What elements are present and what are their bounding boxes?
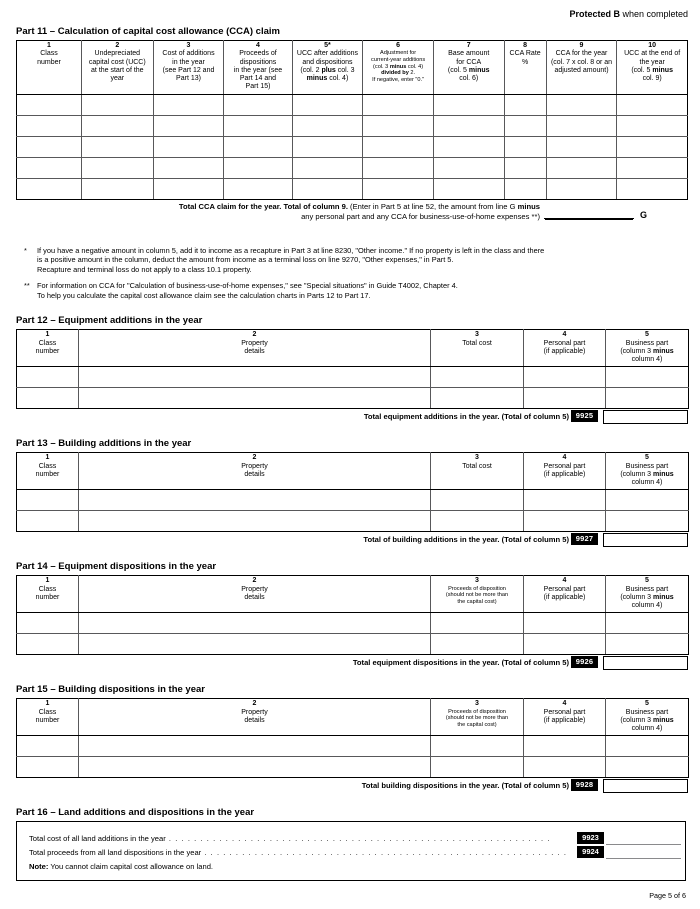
column-header-4: 4 Personal part (if applicable) [524,699,606,736]
total-cca-line-1-bold: Total CCA claim for the year. Total of column 9. [178,201,348,211]
part-13-total-row [16,533,688,547]
cell-col-4[interactable] [224,115,292,136]
cell-col-8[interactable] [504,178,546,199]
table-row [17,136,688,157]
cell-col-3[interactable] [153,178,224,199]
column-header-4: 4 Personal part (if applicable) [524,330,606,367]
part-14-total-field[interactable] [603,656,688,670]
cell-col-3[interactable] [153,94,224,115]
table-row [17,367,689,388]
column-header-4: 4 Personal part (if applicable) [524,453,606,490]
cell-col-3[interactable] [431,388,524,409]
page-footer: Page 5 of 6 [649,891,686,900]
dot-leader: . . . . . . . . . . . . . . . . . . . . . . . . . . . . . . . . . . . . . . . . . . . . . . . . . . . . . . . . . . [201,848,568,858]
cell-col-6[interactable] [363,115,434,136]
part-14-total-label: Total equipment dispositions in the year. (Total of column 5) [352,658,569,668]
note-label: Note: [29,862,49,872]
total-cca-line-2: any personal part and any CCA for business-use-of-home expenses **) [301,211,540,221]
table-row [17,511,689,532]
part-16-row-1-label: Total cost of all land additions in the year [29,834,166,844]
cell-col-5star[interactable] [292,136,363,157]
part-15-total-label: Total building dispositions in the year. (Total of column 5) [361,781,569,791]
part-15-table [16,698,689,778]
cell-col-2[interactable] [81,136,153,157]
cell-col-1[interactable] [17,367,79,388]
part-16-field-1[interactable] [606,844,681,845]
footnote-line: Recapture and terminal loss do not apply to a class 10.1 property. [37,265,252,275]
part-12-total-label: Total equipment additions in the year. (Total of column 5) [363,412,569,422]
cell-col-9[interactable] [546,178,617,199]
total-cca-line-1-rest: (Enter in Part 5 at line 52, the amount from line G [347,201,518,211]
footnote-marker: ** [24,281,30,291]
part-16-row-1 [29,834,551,843]
cell-col-8[interactable] [504,157,546,178]
column-header-7: 7 Base amount for CCA (col. 5 minus col. 6) [433,41,504,95]
cell-col-1[interactable] [17,94,82,115]
cell-col-2[interactable] [79,388,431,409]
cell-col-2[interactable] [81,94,153,115]
cell-col-5[interactable] [606,613,689,634]
cell-col-5star[interactable] [292,157,363,178]
cell-col-9[interactable] [546,136,617,157]
cell-col-3[interactable] [431,757,524,778]
footnotes-block [24,246,684,302]
part-16-title: Part 16 – Land additions and dispositions in the year [16,807,255,819]
part-16-note [29,862,213,871]
table-row [17,115,688,136]
column-header-5: 5 Business part (column 3 minus column 4) [606,330,689,367]
cell-col-3[interactable] [431,613,524,634]
column-header-4: 4 Personal part (if applicable) [524,576,606,613]
cell-col-5star[interactable] [292,94,363,115]
part-16-field-2[interactable] [606,858,681,859]
table-row [17,490,689,511]
cell-col-4[interactable] [524,757,606,778]
column-header-5: 5 Business part (column 3 minus column 4) [606,453,689,490]
cell-col-3[interactable] [431,367,524,388]
column-header-2: 2 Property details [79,330,431,367]
cell-col-5star[interactable] [292,115,363,136]
line-code-9928: 9928 [571,779,598,791]
cell-col-7[interactable] [433,157,504,178]
cell-col-1[interactable] [17,136,82,157]
cell-col-3[interactable] [153,136,224,157]
cell-col-3[interactable] [153,157,224,178]
cell-col-4[interactable] [224,157,292,178]
cell-col-1[interactable] [17,178,82,199]
cell-col-2[interactable] [79,613,431,634]
column-header-3: 3 Proceeds of disposition (should not be more than the capital cost) [431,576,524,613]
cell-col-10[interactable] [617,178,688,199]
column-header-5star: 5* UCC after additions and dispositions (col. 2 plus col. 3 minus col. 4) [292,41,363,95]
footnote-line: For information on CCA for "Calculation of business-use-of-home expenses," see "Special situations" in Guide T4002, Chapter 4. [37,281,458,291]
part-14-section [0,561,700,670]
cell-col-2[interactable] [81,115,153,136]
part-11-title: Part 11 – Calculation of capital cost allowance (CCA) claim [16,26,280,37]
cell-col-7[interactable] [433,115,504,136]
part-15-total-field[interactable] [603,779,688,793]
table-row [17,757,689,778]
column-header-1: 1 Class number [17,453,79,490]
cell-col-2[interactable] [79,511,431,532]
part-14-table [16,575,689,655]
cell-col-1[interactable] [17,613,79,634]
part-13-title: Part 13 – Building additions in the year [16,438,192,450]
part-15-section [0,684,700,793]
cell-col-7[interactable] [433,178,504,199]
part-16-row-2 [29,848,567,857]
footnote-text [37,281,684,301]
part-13-total-field[interactable] [603,533,688,547]
part-14-total-row [16,656,688,670]
cell-col-2[interactable] [81,157,153,178]
cell-col-1[interactable] [17,157,82,178]
column-header-10: 10 UCC at the end of the year (col. 5 minus col. 9) [617,41,688,95]
cell-col-5[interactable] [606,367,689,388]
total-cca-minus: minus [517,201,540,211]
cell-col-4[interactable] [524,736,606,757]
cell-col-9[interactable] [546,157,617,178]
cell-col-3[interactable] [153,115,224,136]
part-15-title: Part 15 – Building dispositions in the year [16,684,205,696]
total-cca-amount-field[interactable] [544,203,634,219]
cell-col-10[interactable] [617,157,688,178]
part-13-table [16,452,689,532]
cell-col-1[interactable] [17,757,79,778]
cell-col-10[interactable] [617,136,688,157]
cell-col-5[interactable] [606,388,689,409]
part-15-total-row [16,779,688,793]
part-16-section [0,807,700,881]
protected-b-header [569,9,688,19]
column-header-5: 5 Business part (column 3 minus column 4) [606,576,689,613]
column-header-9: 9 CCA for the year (col. 7 x col. 8 or an adjusted amount) [546,41,617,95]
cell-col-7[interactable] [433,136,504,157]
part-14-title: Part 14 – Equipment dispositions in the year [16,561,217,573]
cell-col-6[interactable] [363,136,434,157]
note-text: You cannot claim capital cost allowance on land. [48,862,214,872]
cell-col-6[interactable] [363,94,434,115]
table-row [17,178,688,199]
cell-col-9[interactable] [546,94,617,115]
column-header-1: 1 Class number [17,699,79,736]
cell-col-6[interactable] [363,157,434,178]
column-header-1: 1 Class number [17,41,82,95]
cell-col-1[interactable] [17,511,79,532]
cell-col-2[interactable] [81,178,153,199]
cell-col-1[interactable] [17,388,79,409]
table-row [17,634,689,655]
cell-col-1[interactable] [17,634,79,655]
column-header-6: 6 Adjustment for current-year additions (col. 3 minus col. 4) divided by 2. If negative, enter "0." [363,41,434,95]
cell-col-1[interactable] [17,115,82,136]
cell-col-4[interactable] [524,490,606,511]
line-code-9926: 9926 [571,656,598,668]
cell-col-10[interactable] [617,94,688,115]
column-header-1: 1 Class number [17,330,79,367]
cell-col-2[interactable] [79,367,431,388]
dot-leader: . . . . . . . . . . . . . . . . . . . . . . . . . . . . . . . . . . . . . . . . . . . . . . . . . . . . . . . . . . . . . [165,834,551,844]
footnote-marker: * [24,245,27,255]
column-header-3: 3 Total cost [431,330,524,367]
cell-col-4[interactable] [524,613,606,634]
cell-col-2[interactable] [79,736,431,757]
line-code-9924: 9924 [577,846,604,858]
cell-col-2[interactable] [79,634,431,655]
cell-col-5[interactable] [606,490,689,511]
cell-col-4[interactable] [524,634,606,655]
cell-col-9[interactable] [546,115,617,136]
cell-col-7[interactable] [433,94,504,115]
cell-col-2[interactable] [79,490,431,511]
cell-col-4[interactable] [524,367,606,388]
protected-b-suffix: when completed [619,9,688,19]
cell-col-3[interactable] [431,634,524,655]
part-12-total-field[interactable] [603,410,688,424]
part-12-table [16,329,689,409]
cell-col-8[interactable] [504,115,546,136]
line-code-9923: 9923 [577,832,604,844]
part-13-section [0,438,700,547]
cell-col-4[interactable] [224,94,292,115]
footnote [24,281,684,301]
cell-col-10[interactable] [617,115,688,136]
part-12-section [0,315,700,424]
cell-col-4[interactable] [524,511,606,532]
part-13-total-label: Total of building additions in the year. (Total of column 5) [363,535,569,545]
column-header-8: 8 CCA Rate % [504,41,546,95]
footnote-line: is a positive amount in the column, deduct the amount from income as a terminal loss on line 9270, "Other expenses," in Part 5. [37,255,454,265]
part-11-total-row [16,202,688,228]
footnote [24,246,684,276]
footnote-line: If you have a negative amount in column 5, add it to income as a recapture in Part 3 at line 8230, "Other income." If no property is left in the class and there [37,245,545,255]
part-12-total-row [16,410,688,424]
cell-col-5[interactable] [606,757,689,778]
cell-col-4[interactable] [224,136,292,157]
column-header-2: 2 Property details [79,699,431,736]
column-header-2: 2 Property details [79,453,431,490]
cell-col-3[interactable] [431,511,524,532]
column-header-3: 3 Cost of additions in the year (see Part 12 and Part 13) [153,41,224,95]
cell-col-6[interactable] [363,178,434,199]
part-11-total-label [16,202,540,223]
cell-col-3[interactable] [431,490,524,511]
cell-col-8[interactable] [504,136,546,157]
table-row [17,94,688,115]
cell-col-5[interactable] [606,634,689,655]
footnote-line: To help you calculate the capital cost allowance claim see the calculation charts in Parts 12 to Part 17. [37,291,371,301]
cell-col-5[interactable] [606,511,689,532]
column-header-5: 5 Business part (column 3 minus column 4) [606,699,689,736]
part-11-table [16,40,688,200]
line-code-9925: 9925 [571,410,598,422]
cell-col-3[interactable] [431,736,524,757]
cell-col-8[interactable] [504,94,546,115]
column-header-1: 1 Class number [17,576,79,613]
table-row [17,613,689,634]
line-g-label: G [640,209,648,220]
line-code-9927: 9927 [571,533,598,545]
cell-col-4[interactable] [224,178,292,199]
column-header-2: 2 Undepreciated capital cost (UCC) at the start of the year [81,41,153,95]
part-16-box [16,821,686,881]
cell-col-1[interactable] [17,490,79,511]
column-header-4: 4 Proceeds of dispositions in the year (see Part 14 and Part 15) [224,41,292,95]
cell-col-4[interactable] [524,388,606,409]
cell-col-5star[interactable] [292,178,363,199]
table-row [17,388,689,409]
protected-b-label: Protected B [569,9,620,19]
footnote-text [37,246,684,276]
table-row [17,157,688,178]
part-12-title: Part 12 – Equipment additions in the year [16,315,203,327]
part-16-row-2-label: Total proceeds from all land dispositions in the year [29,848,202,858]
cell-col-5[interactable] [606,736,689,757]
column-header-3: 3 Proceeds of disposition (should not be more than the capital cost) [431,699,524,736]
column-header-3: 3 Total cost [431,453,524,490]
cell-col-2[interactable] [79,757,431,778]
column-header-2: 2 Property details [79,576,431,613]
table-row [17,736,689,757]
cell-col-1[interactable] [17,736,79,757]
